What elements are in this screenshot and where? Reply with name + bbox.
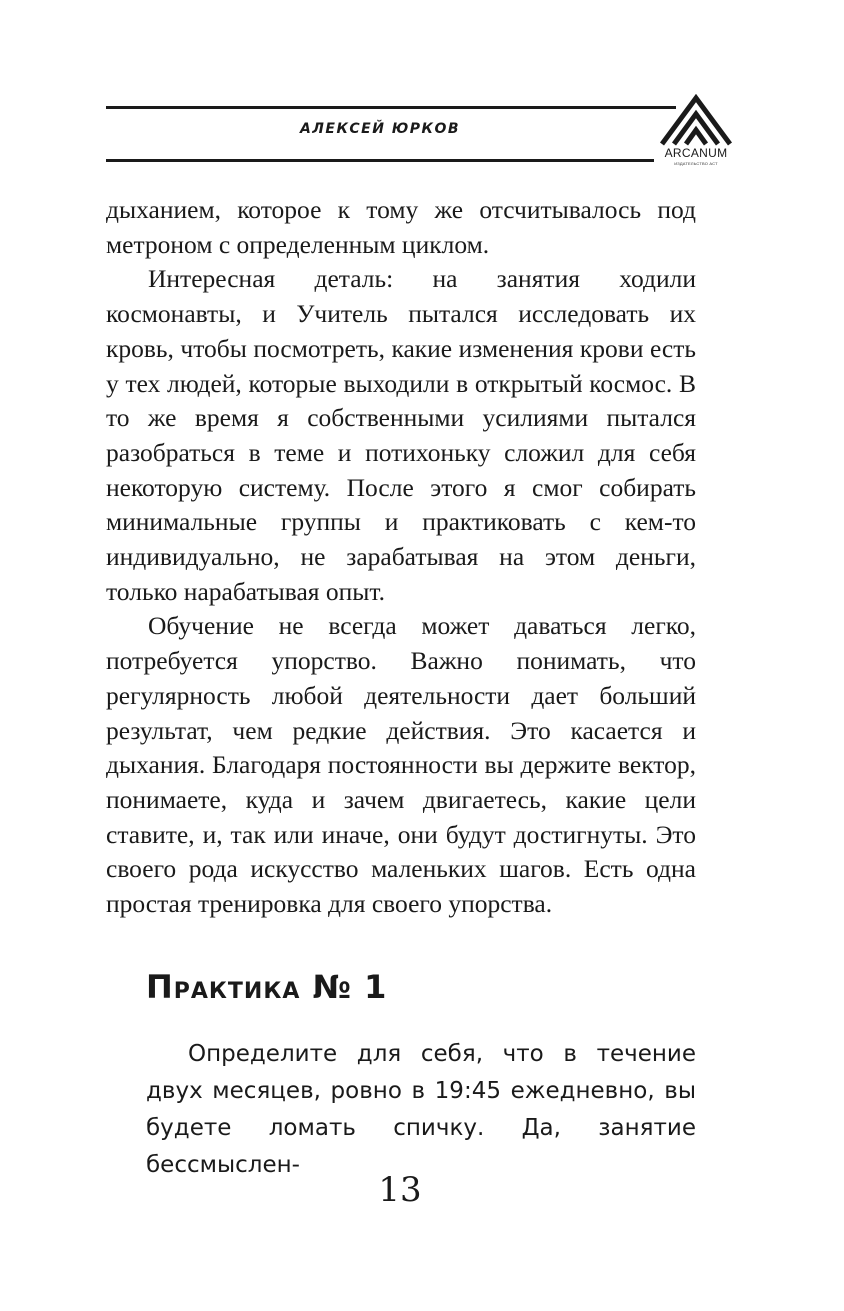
running-header: [0, 0, 844, 175]
header-rule-bottom: [106, 159, 654, 162]
paragraph: Интересная деталь: на занятия ходили космонавты, и Учитель пытался исследовать их кровь, чтобы посмотреть, какие изменения крови есть у тех людей, которые выходили в открытый космос. В то же время я собственными усилиями пытался разобраться в теме и потихоньку сложил для себя некоторую систему. После этого я смог собирать минимальные группы и практиковать с кем-то индивидуально, не зарабатывая на этом деньги, только нарабатывая опыт.: [106, 264, 696, 606]
practice-text: [146, 1036, 696, 1184]
body-text: [106, 193, 696, 922]
section-heading: Практика № 1: [146, 968, 388, 1006]
logo-tagline: ИЗДАТЕЛЬСТВО АСТ: [674, 161, 718, 166]
publisher-logo: [656, 94, 736, 176]
mountain-chevrons-icon: [656, 94, 736, 146]
paragraph: дыханием, которое к тому же отсчитывалось под метроном с определенным циклом.: [106, 195, 696, 259]
paragraph: Определите для себя, что в течение двух месяцев, ровно в 19:45 ежедневно, вы будете ломать спичку. Да, занятие бессмыслен-: [146, 1041, 696, 1178]
logo-wordmark: ARCANUM: [664, 146, 728, 160]
paragraph: Обучение не всегда может даваться легко, потребуется упорство. Важно понимать, что регулярность любой деятельности дает больший результат, чем редкие действия. Это касается и дыхания. Благодаря постоянности вы держите вектор, понимаете, куда и зачем двигаетесь, какие цели ставите, и, так или иначе, они будут достигнуты. Это своего рода искусство маленьких шагов. Есть одна простая тренировка для своего упорства.: [106, 611, 696, 919]
header-rule-top: [106, 106, 676, 109]
header-author: АЛЕКСЕЙ ЮРКОВ: [299, 121, 461, 137]
page-number: 13: [378, 1170, 422, 1210]
